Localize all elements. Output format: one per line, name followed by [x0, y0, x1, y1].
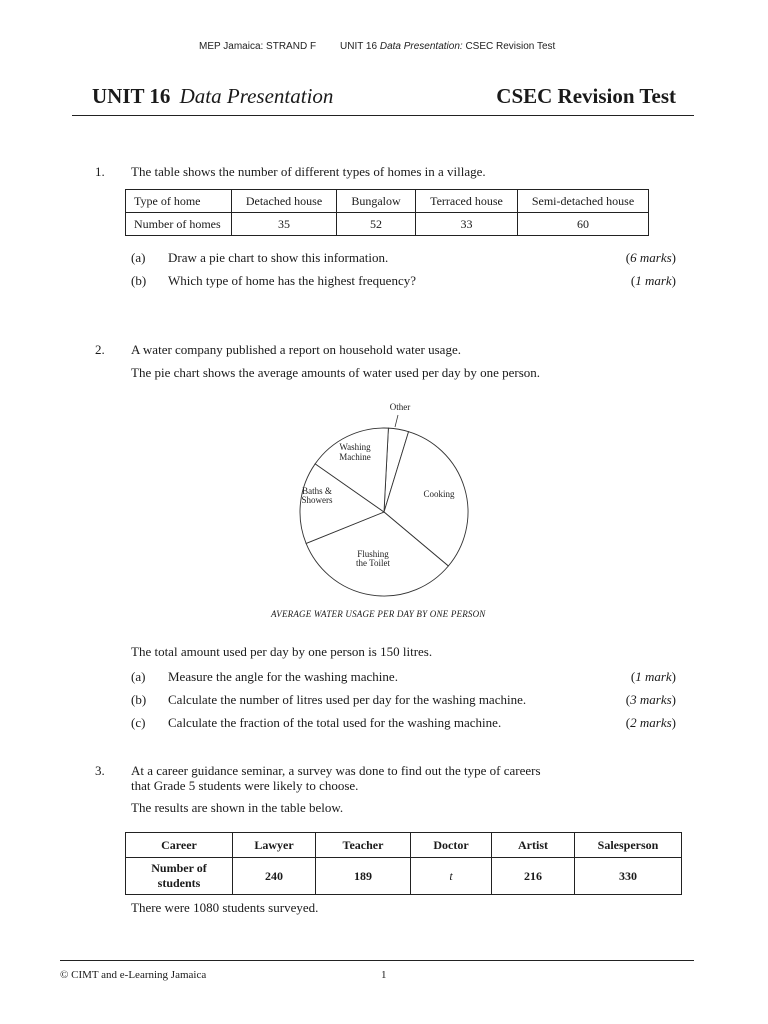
q3-career-cell: Artist — [492, 833, 575, 858]
q2c-text: Calculate the fraction of the total used for the washing machine. — [168, 715, 502, 730]
running-header-unit — [340, 41, 555, 52]
q3-line1: At a career guidance seminar, a survey was done to find out the type of careers — [131, 763, 541, 778]
table-row — [126, 858, 682, 895]
q1b-letter: (b) — [131, 273, 147, 288]
q2c-marks: (2 marks) — [625, 715, 676, 730]
q1-type-cell: Bungalow — [337, 190, 416, 213]
q1-type-cell: Detached house — [232, 190, 337, 213]
q1-row-header-type: Type of home — [126, 190, 232, 213]
title-rule — [72, 115, 694, 116]
q1-count-cell: 33 — [416, 213, 518, 236]
water-usage-pie-chart — [284, 396, 484, 606]
q3-value-cell: 189 — [316, 858, 411, 895]
q2-line1: A water company published a report on household water usage. — [131, 342, 461, 357]
q2-number: 2. — [95, 342, 105, 357]
pie-other-leader — [395, 415, 398, 427]
q3-career-cell: Teacher — [316, 833, 411, 858]
q3-line2: that Grade 5 students were likely to choose. — [131, 778, 359, 793]
table-row — [126, 833, 682, 858]
table-row — [126, 213, 649, 236]
pie-label-washing-1: Washing — [339, 442, 371, 452]
q2a-text: Measure the angle for the washing machine. — [168, 669, 398, 684]
running-header-unit-topic: Data Presentation: — [379, 41, 463, 52]
table-row — [126, 190, 649, 213]
footer-rule — [60, 960, 694, 961]
title-test: CSEC Revision Test — [496, 84, 676, 108]
title-unit: UNIT 16 — [92, 84, 171, 108]
title-topic: Data Presentation — [179, 84, 334, 108]
q3-after: There were 1080 students surveyed. — [131, 900, 319, 915]
q2b-text: Calculate the number of litres used per day for the washing machine. — [168, 692, 527, 707]
q3-value-cell: 216 — [492, 858, 575, 895]
q1-row-header-count: Number of homes — [126, 213, 232, 236]
pie-label-other: Other — [389, 402, 411, 412]
pie-label-washing-2: Machine — [339, 452, 371, 462]
q2b-letter: (b) — [131, 692, 147, 707]
q3-header-label: Career — [126, 833, 233, 858]
footer-copyright: © CIMT and e-Learning Jamaica — [60, 969, 207, 981]
q3-row-label: Number of students — [126, 858, 233, 895]
q3-value-cell: t — [411, 858, 492, 895]
pie-label-baths-2: Showers — [301, 495, 333, 505]
running-header-left: MEP Jamaica: STRAND F — [199, 41, 317, 52]
q3-table — [125, 832, 682, 895]
q1b-marks: (1 mark) — [630, 273, 676, 288]
q1-table — [125, 189, 649, 236]
q2c-letter: (c) — [131, 715, 146, 730]
pie-label-cooking: Cooking — [423, 489, 455, 499]
q1a-text: Draw a pie chart to show this information. — [168, 250, 389, 265]
q1a-marks: (6 marks) — [625, 250, 676, 265]
pie-label-baths-1: Baths & — [302, 486, 332, 496]
running-header-unit-prefix: UNIT 16 — [340, 41, 378, 52]
q2-line2: The pie chart shows the average amounts of water used per day by one person. — [131, 365, 540, 380]
q2-after: The total amount used per day by one person is 150 litres. — [131, 644, 433, 659]
page-title — [92, 84, 333, 109]
q2a-letter: (a) — [131, 669, 146, 684]
q3-career-cell: Doctor — [411, 833, 492, 858]
q3-value-cell: 240 — [233, 858, 316, 895]
q2a-marks: (1 mark) — [630, 669, 676, 684]
q1-type-cell: Semi-detached house — [518, 190, 649, 213]
q1-count-cell: 52 — [337, 213, 416, 236]
q3-line3: The results are shown in the table below. — [131, 800, 344, 815]
pie-caption: AVERAGE WATER USAGE PER DAY BY ONE PERSON — [271, 609, 486, 619]
q2b-marks: (3 marks) — [625, 692, 676, 707]
q1-type-cell: Terraced house — [416, 190, 518, 213]
running-header-right: CSEC Revision Test — [465, 41, 556, 52]
q1a-letter: (a) — [131, 250, 146, 265]
q1-count-cell: 60 — [518, 213, 649, 236]
q1b-text: Which type of home has the highest frequency? — [168, 273, 416, 288]
q1-count-cell: 35 — [232, 213, 337, 236]
q3-career-cell: Salesperson — [575, 833, 682, 858]
q3-number: 3. — [95, 763, 105, 778]
pie-label-flushing-1: Flushing — [357, 549, 389, 559]
q3-career-cell: Lawyer — [233, 833, 316, 858]
pie-label-flushing-2: the Toilet — [356, 558, 390, 568]
q3-value-cell: 330 — [575, 858, 682, 895]
footer-page-number: 1 — [381, 969, 387, 981]
q1-number: 1. — [95, 164, 105, 179]
q1-text: The table shows the number of different types of homes in a village. — [131, 164, 486, 179]
